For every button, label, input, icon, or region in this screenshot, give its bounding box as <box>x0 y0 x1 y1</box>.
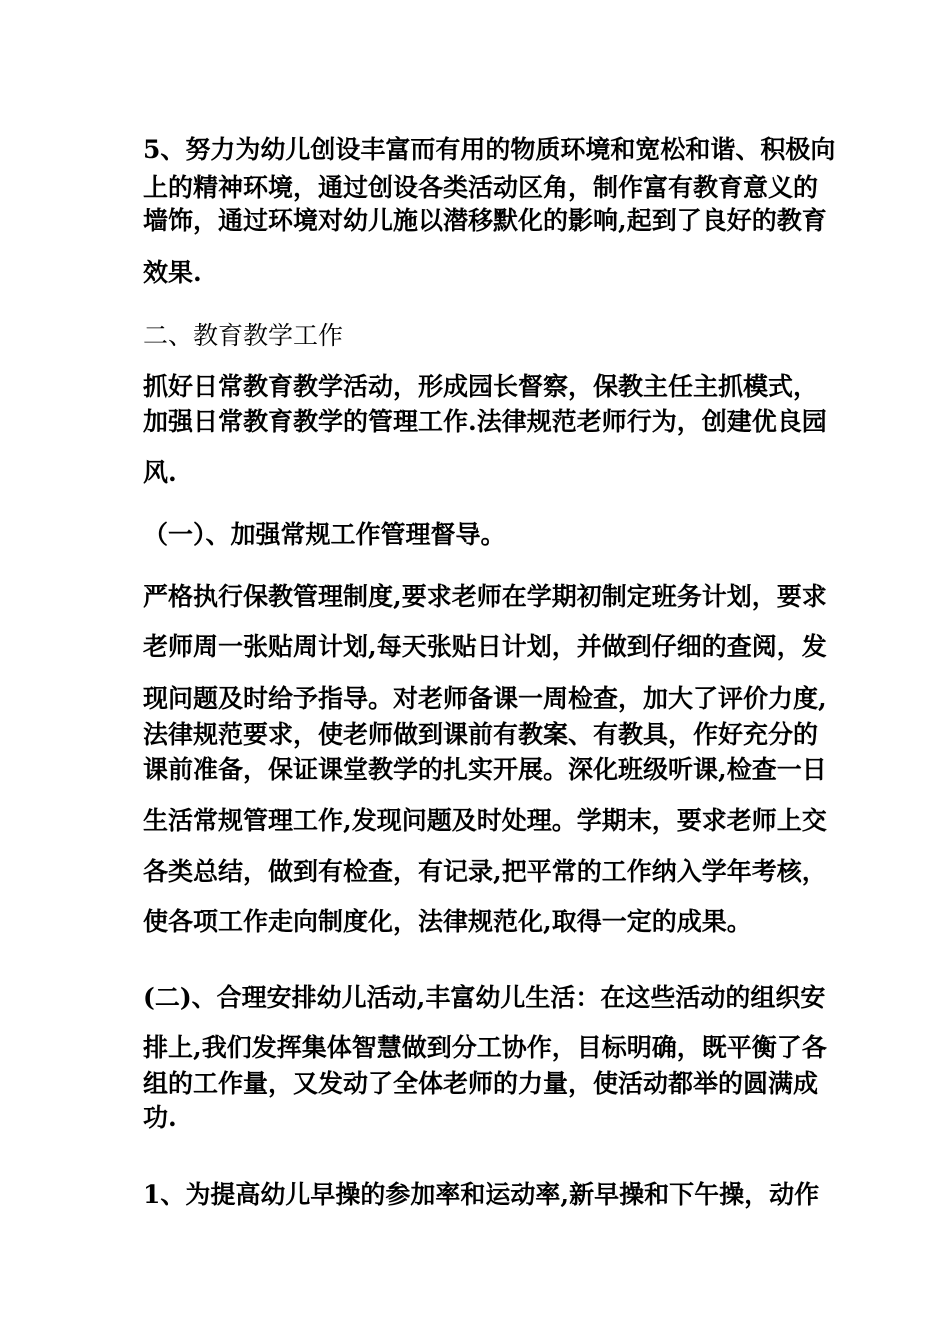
paragraph-4-line-2: 排上,我们发挥集体智慧做到分工协作，目标明确，既平衡了各 <box>143 1033 827 1062</box>
paragraph-3-line-2: 老师周一张贴周计划,每天张贴日计划，并做到仔细的查阅，发 <box>143 632 827 661</box>
paragraph-3-line-7: 各类总结，做到有检查，有记录,把平常的工作纳入学年考核， <box>143 857 827 886</box>
paragraph-1-line-4: 效果. <box>143 258 202 287</box>
paragraph-1-line-3: 墙饰，通过环境对幼儿施以潜移默化的影响,起到了良好的教育 <box>143 206 827 235</box>
paragraph-3-line-5: 课前准备，保证课堂教学的扎实开展。深化班级听课,检查一日 <box>143 755 827 784</box>
subsection-heading-1: （一）、加强常规工作管理督导。 <box>143 520 506 549</box>
paragraph-2-line-2: 加强日常教育教学的管理工作.法律规范老师行为，创建优良园 <box>143 407 827 436</box>
paragraph-3-line-6: 生活常规管理工作,发现问题及时处理。学期末，要求老师上交 <box>143 806 827 835</box>
paragraph-1-line-2: 上的精神环境，通过创设各类活动区角，制作富有教育意义的 <box>143 173 819 202</box>
paragraph-3-line-3: 现问题及时给予指导。对老师备课一周检查，加大了评价力度, <box>143 684 827 713</box>
paragraph-4-line-3: 组的工作量，又发动了全体老师的力量，使活动都举的圆满成 <box>143 1069 819 1098</box>
paragraph-5-line-1: 1、为提高幼儿早操的参加率和运动率,新早操和下午操，动作 <box>143 1180 820 1209</box>
paragraph-4-line-4: 功. <box>143 1103 177 1132</box>
paragraph-2-line-3: 风. <box>143 458 177 487</box>
paragraph-3-line-4: 法律规范要求，使老师做到课前有教案、有教具，作好充分的 <box>143 720 819 749</box>
paragraph-3-line-1: 严格执行保教管理制度,要求老师在学期初制定班务计划，要求 <box>143 582 827 611</box>
paragraph-3-line-8: 使各项工作走向制度化，法律规范化,取得一定的成果。 <box>143 907 752 936</box>
paragraph-2-line-1: 抓好日常教育教学活动，形成园长督察，保教主任主抓模式， <box>143 372 819 401</box>
paragraph-4-line-1: (二)、合理安排幼儿活动,丰富幼儿生活：在这些活动的组织安 <box>143 983 826 1012</box>
paragraph-1-line-1: 5、努力为幼儿创设丰富而有用的物质环境和宽松和谐、积极向 <box>143 135 836 164</box>
section-heading-2: 二、教育教学工作 <box>143 321 344 350</box>
